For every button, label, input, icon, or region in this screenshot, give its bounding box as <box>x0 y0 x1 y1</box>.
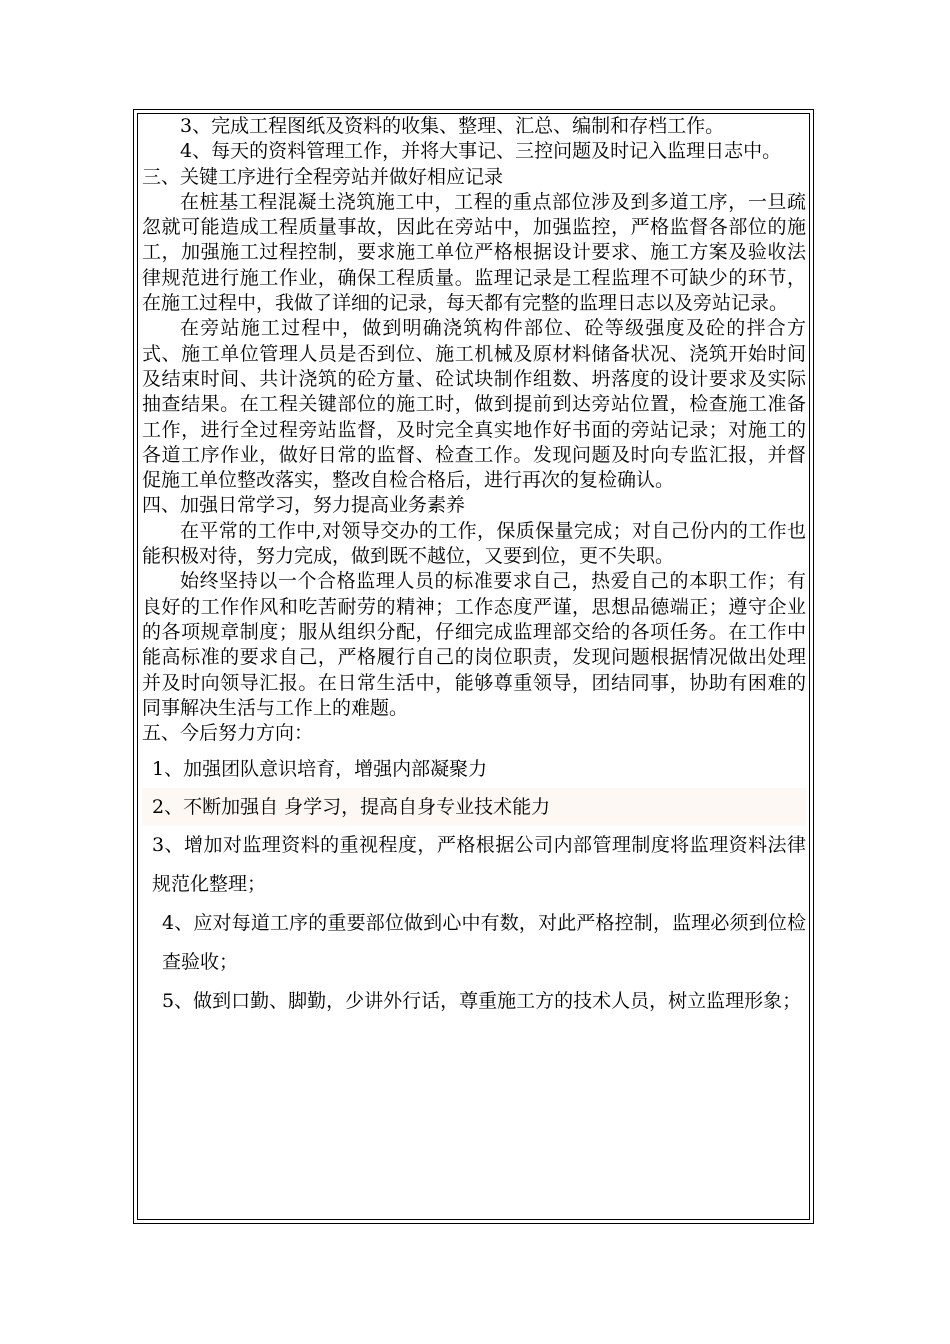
list-item: 3、增加对监理资料的重视程度，严格根据公司内部管理制度将监理资料法律规范化整理； <box>152 834 806 896</box>
section-5-heading: 五、今后努力方向： <box>142 722 314 745</box>
list-item: 2、不断加强自 身学习，提高自身专业技术能力 <box>142 788 806 826</box>
section-3-heading: 三、关键工序进行全程旁站并做好相应记录 <box>142 165 504 188</box>
section-3-paragraph-1: 在桩基工程混凝土浇筑施工中，工程的重点部位涉及到多道工序，一旦疏忽就可能造成工程质量事故，因此在旁站中，加强监控，严格监督各部位的施工，加强施工过程控制，要求施工单位严格根据设计要求、施工方案及验收法律规范进行施工作业，确保工程质量。监理记录是工程监理不可缺少的环节，在施工过程中，我做了详细的记录，每天都有完整的监理日志以及旁站记录。 <box>142 190 806 315</box>
paragraph-item-3: 3、完成工程图纸及资料的收集、整理、汇总、编制和存档工作。 <box>180 115 725 137</box>
document-body <box>142 114 806 1021</box>
section-4-heading: 四、加强日常学习，努力提高业务素养 <box>142 494 466 517</box>
paragraph-item-4: 4、每天的资料管理工作，并将大事记、三控问题及时记入监理日志中。 <box>180 140 782 163</box>
section-3-paragraph-2: 在旁站施工过程中，做到明确浇筑构件部位、砼等级强度及砼的拌合方式、施工单位管理人员是否到位、施工机械及原材料储备状况、浇筑开始时间及结束时间、共计浇筑的砼方量、砼试块制作组数、坍落度的设计要求及实际抽查结果。在工程关键部位的施工时，做到提前到达旁站位置，检查施工准备工作，进行全过程旁站监督，及时完全真实地作好书面的旁站记录；对施工的各道工序作业，做好日常的监督、检查工作。发现问题及时向专监汇报，并督促施工单位整改落实，整改自检合格后，进行再次的复检确认。 <box>142 317 806 492</box>
list-item: 4、应对每道工序的重要部位做到心中有数，对此严格控制，监理必须到位检查验收； <box>162 912 806 974</box>
list-item: 5、做到口勤、脚勤，少讲外行话，尊重施工方的技术人员，树立监理形象； <box>162 990 802 1013</box>
list-item: 1、加强团队意识培育，增强内部凝聚力 <box>152 758 488 781</box>
section-4-paragraph-2: 始终坚持以一个合格监理人员的标准要求自己，热爱自己的本职工作；有良好的工作作风和吃苦耐劳的精神；工作态度严谨，思想品德端正；遵守企业的各项规章制度；服从组织分配，仔细完成监理部交给的各项任务。在工作中能高标准的要求自己，严格履行自己的岗位职责，发现问题根据情况做出处理并及时向领导汇报。在日常生活中，能够尊重领导，团结同事，协助有困难的同事解决生活与工作上的难题。 <box>142 570 806 719</box>
section-4-paragraph-1: 在平常的工作中,对领导交办的工作，保质保量完成；对自己份内的工作也能积极对待，努力完成，做到既不越位，又要到位，更不失职。 <box>142 519 806 568</box>
